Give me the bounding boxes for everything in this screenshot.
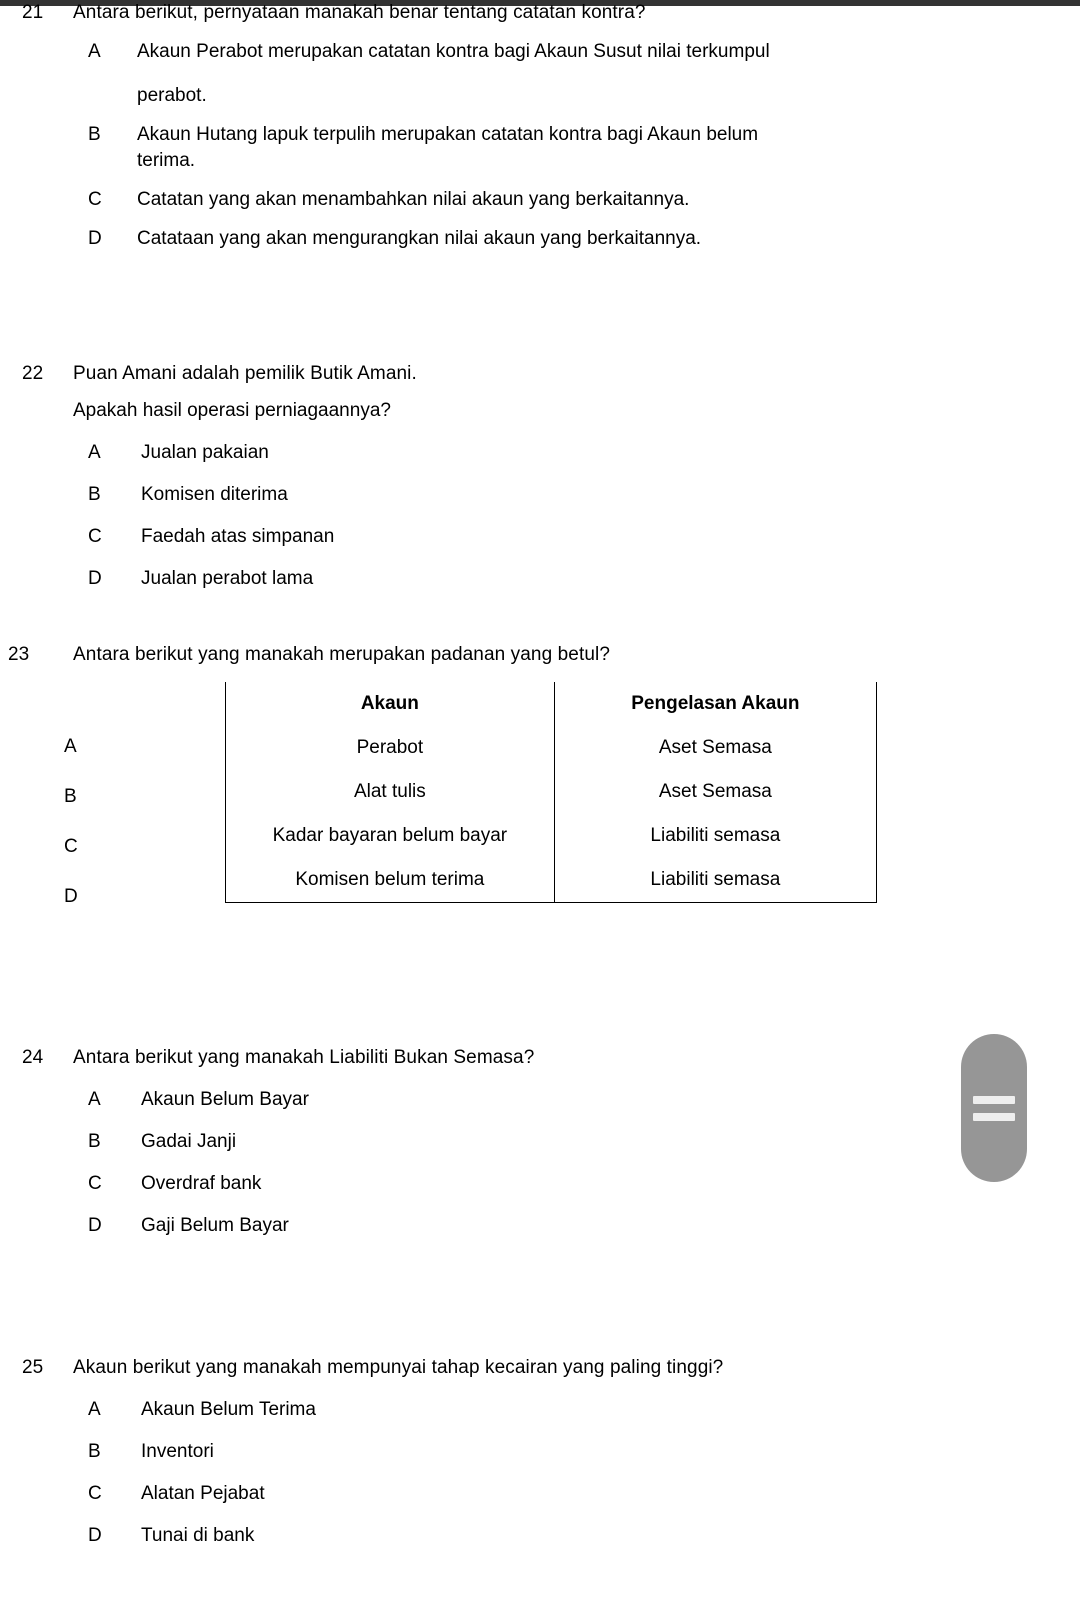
option-text: Komisen diterima: [141, 484, 288, 505]
option-text: Jualan pakaian: [141, 442, 269, 463]
option-letter: B: [88, 1441, 101, 1462]
option-letter: D: [88, 1525, 102, 1546]
question-block-21: [0, 0, 1000, 252]
option-text: Akaun Perabot merupakan catatan kontra bagi Akaun Susut nilai terkumpul: [137, 41, 770, 62]
table-cell-akaun: Kadar bayaran belum bayar: [226, 814, 554, 858]
question-stem-line: [0, 0, 1000, 26]
option-d-letter[interactable]: D: [64, 886, 78, 907]
option-letter: A: [88, 1089, 101, 1110]
question-stem-text: Antara berikut yang manakah Liabiliti Bukan Semasa?: [73, 1047, 535, 1068]
option-a-continuation: [0, 83, 1000, 109]
option-letter: C: [88, 1173, 102, 1194]
table-row: [226, 814, 876, 858]
option-text: Catatan yang akan menambahkan nilai akaun yang berkaitannya.: [137, 189, 690, 210]
handle-line-bottom: [973, 1113, 1015, 1121]
option-text: Tunai di bank: [141, 1525, 255, 1546]
table-cell-akaun: Komisen belum terima: [226, 858, 554, 902]
option-letter: A: [88, 442, 101, 463]
option-text: Alatan Pejabat: [141, 1483, 265, 1504]
option-text: Faedah atas simpanan: [141, 526, 335, 547]
question-number: 24: [22, 1047, 44, 1068]
option-text: Gadai Janji: [141, 1131, 237, 1152]
option-letter: B: [88, 1131, 101, 1152]
question-block-22: [0, 361, 1000, 592]
question-number: 23: [8, 644, 30, 665]
option-text: Catataan yang akan mengurangkan nilai akaun yang berkaitannya.: [137, 228, 702, 249]
option-c[interactable]: [0, 187, 1000, 213]
table-header-akaun: Akaun: [226, 682, 554, 726]
option-b[interactable]: [0, 1439, 1060, 1465]
option-c[interactable]: [0, 524, 1000, 550]
option-letter: A: [88, 41, 101, 62]
option-text: Akaun Hutang lapuk terpulih merupakan catatan kontra bagi Akaun belum terima.: [137, 124, 764, 171]
question-number: 25: [22, 1357, 44, 1378]
option-a-letter[interactable]: A: [64, 736, 77, 757]
question-stem-line: [0, 1045, 1000, 1071]
option-letter: D: [88, 568, 102, 589]
option-text: Overdraf bank: [141, 1173, 262, 1194]
option-a[interactable]: [0, 1397, 1060, 1423]
question-stem-line: [0, 642, 1060, 668]
question-stem-text: Antara berikut, pernyataan manakah benar tentang catatan kontra?: [73, 2, 646, 23]
table-cell-akaun: Perabot: [226, 726, 554, 770]
option-letter: C: [88, 1483, 102, 1504]
question-block-23: [0, 642, 1060, 930]
option-letter: D: [88, 228, 102, 249]
table-cell-akaun: Alat tulis: [226, 770, 554, 814]
table-header-pengelasan: Pengelasan Akaun: [631, 693, 800, 714]
option-c-letter[interactable]: C: [64, 836, 78, 857]
question-number: 22: [22, 363, 44, 384]
option-b-letter[interactable]: B: [64, 786, 77, 807]
table-row: [226, 858, 876, 902]
option-text: Jualan perabot lama: [141, 568, 314, 589]
option-letter-column: [64, 682, 104, 934]
table-cell-pengelasan: Aset Semasa: [658, 781, 772, 802]
option-letter: C: [88, 189, 102, 210]
table-row: [226, 770, 876, 814]
handle-line-top: [973, 1096, 1015, 1104]
option-b[interactable]: [0, 482, 1000, 508]
option-d[interactable]: [0, 226, 1000, 252]
option-a[interactable]: [0, 440, 1000, 466]
option-letter: C: [88, 526, 102, 547]
matching-table: [225, 682, 877, 903]
option-a[interactable]: [0, 1087, 1000, 1113]
option-c[interactable]: [0, 1171, 1000, 1197]
option-d[interactable]: [0, 566, 1000, 592]
option-text: Akaun Belum Bayar: [141, 1089, 309, 1110]
question-23-body: [0, 682, 1060, 930]
option-text: Gaji Belum Bayar: [141, 1215, 289, 1236]
question-stem-text: Antara berikut yang manakah merupakan padanan yang betul?: [73, 644, 611, 665]
option-b[interactable]: [0, 1129, 1000, 1155]
table-cell-pengelasan: Aset Semasa: [658, 737, 772, 758]
question-stem-line: [0, 1355, 1060, 1381]
option-text: Inventori: [141, 1441, 214, 1462]
option-text: Akaun Belum Terima: [141, 1399, 316, 1420]
table-row: [226, 726, 876, 770]
option-letter: B: [88, 484, 101, 505]
option-letter: B: [88, 124, 101, 145]
option-d[interactable]: [0, 1213, 1000, 1239]
question-number: 21: [22, 2, 44, 23]
option-text-continuation: perabot.: [137, 85, 207, 106]
option-b[interactable]: [0, 122, 1000, 174]
drag-handle-icon[interactable]: [961, 1034, 1027, 1182]
question-block-25: [0, 1355, 1060, 1549]
question-stem-text: Akaun berikut yang manakah mempunyai tahap kecairan yang paling tinggi?: [73, 1357, 724, 1378]
question-stem-text: Puan Amani adalah pemilik Butik Amani.: [73, 363, 417, 384]
question-stem-line: [0, 361, 1000, 387]
option-c[interactable]: [0, 1481, 1060, 1507]
question-block-24: [0, 1045, 1000, 1239]
option-d[interactable]: [0, 1523, 1060, 1549]
option-letter: D: [88, 1215, 102, 1236]
table-header-row: [226, 682, 876, 726]
table-cell-pengelasan: Liabiliti semasa: [650, 869, 781, 890]
option-a[interactable]: [0, 39, 1000, 65]
table-cell-pengelasan: Liabiliti semasa: [650, 825, 781, 846]
question-sub-stem: Apakah hasil operasi perniagaannya?: [73, 400, 391, 421]
option-letter: A: [88, 1399, 101, 1420]
